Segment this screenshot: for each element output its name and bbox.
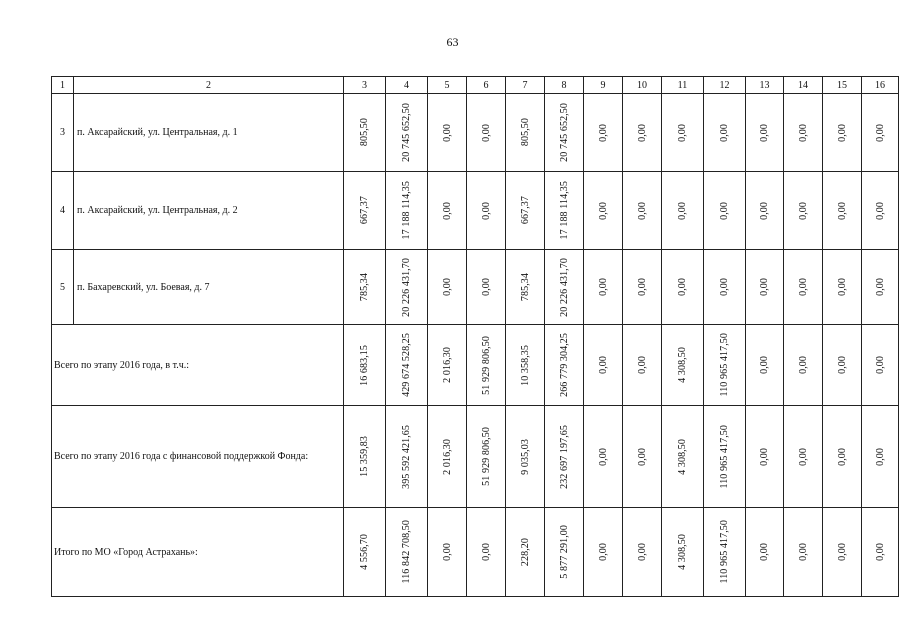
table-row: [52, 94, 899, 172]
cell-value: [746, 325, 784, 406]
cell-value-text: 0,00: [836, 278, 848, 296]
cell-value-text: 51 929 806,50: [480, 335, 492, 395]
row-address: п. Бахаревский, ул. Боевая, д. 7: [74, 250, 344, 325]
cell-value-text: 0,00: [797, 278, 809, 296]
cell-value-text: 0,00: [797, 356, 809, 374]
cell-value-text: 0,00: [797, 543, 809, 561]
cell-value: [467, 172, 506, 250]
cell-value: [746, 94, 784, 172]
cell-value: [467, 406, 506, 508]
table-row: [52, 250, 899, 325]
cell-value-text: 667,37: [359, 196, 370, 225]
cell-value-text: 785,34: [359, 272, 370, 302]
total-label: Всего по этапу 2016 года с финансовой поддержкой Фонда:: [52, 406, 344, 508]
cell-value-text: 0,00: [636, 123, 648, 142]
cell-value: [704, 508, 746, 597]
cell-value: [545, 406, 584, 508]
cell-value: [506, 325, 545, 406]
cell-value: [428, 172, 467, 250]
cell-value-text: 0,00: [636, 447, 648, 466]
total-row: [52, 406, 899, 508]
cell-value: [623, 406, 662, 508]
cell-value-text: 0,00: [874, 123, 886, 142]
cell-value-text: 0,00: [874, 543, 886, 561]
cell-value-text: 0,00: [597, 543, 609, 561]
cell-value: [704, 250, 746, 325]
cell-value-text: 0,00: [874, 356, 886, 374]
cell-value: [545, 94, 584, 172]
cell-value-text: 17 188 114,35: [401, 181, 412, 240]
cell-value: [344, 325, 386, 406]
cell-value: [746, 250, 784, 325]
cell-value: [704, 172, 746, 250]
cell-value-text: 0,00: [597, 447, 609, 466]
cell-value: [662, 172, 704, 250]
cell-value-text: 667,37: [519, 196, 531, 225]
cell-value-text: 0,00: [636, 543, 648, 561]
cell-value-text: 15 359,83: [359, 436, 370, 477]
cell-value: [823, 94, 862, 172]
cell-value: [784, 508, 823, 597]
cell-value: [428, 94, 467, 172]
cell-value-text: 0,00: [836, 447, 848, 466]
cell-value: [428, 250, 467, 325]
cell-value: [386, 250, 428, 325]
cell-value-text: 0,00: [441, 123, 453, 142]
cell-value: [862, 250, 899, 325]
column-header-2: 2: [74, 77, 344, 94]
cell-value: [623, 508, 662, 597]
cell-value-text: 0,00: [836, 543, 848, 561]
cell-value: [344, 508, 386, 597]
cell-value-text: 0,00: [719, 278, 730, 296]
column-header-1: 1: [52, 77, 74, 94]
cell-value: [746, 508, 784, 597]
cell-value: [467, 325, 506, 406]
cell-value-text: 2 016,30: [441, 438, 453, 475]
cell-value: [428, 325, 467, 406]
cell-value-text: 0,00: [480, 278, 492, 296]
cell-value: [545, 172, 584, 250]
cell-value-text: 5 877 291,00: [558, 525, 570, 579]
cell-value-text: 266 779 304,25: [558, 333, 570, 397]
cell-value-text: 0,00: [441, 201, 453, 220]
cell-value-text: 20 226 431,70: [558, 257, 570, 317]
table-row: [52, 172, 899, 250]
cell-value-text: 0,00: [874, 447, 886, 466]
cell-value: [428, 406, 467, 508]
cell-value-text: 0,00: [480, 201, 492, 220]
cell-value-text: 110 965 417,50: [719, 333, 730, 397]
cell-value-text: 4 308,50: [677, 347, 688, 383]
total-row: [52, 508, 899, 597]
cell-value: [545, 250, 584, 325]
cell-value: [386, 406, 428, 508]
cell-value: [662, 508, 704, 597]
cell-value: [584, 508, 623, 597]
cell-value: [467, 94, 506, 172]
column-header-13: 13: [746, 77, 784, 94]
cell-value: [467, 250, 506, 325]
cell-value-text: 0,00: [441, 543, 453, 561]
column-header-6: 6: [467, 77, 506, 94]
cell-value-text: 805,50: [519, 118, 531, 147]
column-header-5: 5: [428, 77, 467, 94]
cell-value: [823, 172, 862, 250]
cell-value-text: 0,00: [677, 278, 688, 296]
cell-value-text: 0,00: [597, 278, 609, 296]
cell-value-text: 0,00: [797, 123, 809, 142]
cell-value: [823, 406, 862, 508]
cell-value: [623, 250, 662, 325]
cell-value: [506, 508, 545, 597]
cell-value-text: 0,00: [597, 201, 609, 220]
cell-value-text: 0,00: [480, 123, 492, 142]
cell-value-text: 20 745 652,50: [558, 103, 570, 162]
column-header-7: 7: [506, 77, 545, 94]
cell-value: [862, 406, 899, 508]
cell-value-text: 0,00: [480, 543, 492, 561]
column-header-3: 3: [344, 77, 386, 94]
column-header-10: 10: [623, 77, 662, 94]
cell-value: [662, 250, 704, 325]
cell-value-text: 0,00: [677, 201, 688, 220]
cell-value: [467, 508, 506, 597]
cell-value-text: 0,00: [636, 356, 648, 374]
column-header-4: 4: [386, 77, 428, 94]
cell-value-text: 0,00: [636, 278, 648, 296]
cell-value: [704, 325, 746, 406]
cell-value-text: 0,00: [874, 201, 886, 220]
cell-value: [584, 94, 623, 172]
row-index: 5: [52, 250, 74, 325]
cell-value: [344, 94, 386, 172]
cell-value: [428, 508, 467, 597]
cell-value-text: 0,00: [759, 201, 770, 220]
cell-value-text: 0,00: [677, 123, 688, 142]
cell-value: [862, 172, 899, 250]
cell-value: [662, 325, 704, 406]
cell-value: [823, 325, 862, 406]
cell-value: [386, 325, 428, 406]
row-address: п. Аксарайский, ул. Центральная, д. 2: [74, 172, 344, 250]
column-header-14: 14: [784, 77, 823, 94]
cell-value: [623, 325, 662, 406]
cell-value: [862, 325, 899, 406]
total-row: [52, 325, 899, 406]
cell-value: [344, 406, 386, 508]
cell-value: [784, 172, 823, 250]
cell-value: [545, 508, 584, 597]
cell-value: [746, 406, 784, 508]
cell-value-text: 0,00: [759, 543, 770, 561]
cell-value: [545, 325, 584, 406]
cell-value: [823, 250, 862, 325]
cell-value: [584, 250, 623, 325]
cell-value: [704, 406, 746, 508]
cell-value: [584, 172, 623, 250]
cell-value-text: 16 683,15: [359, 344, 370, 386]
cell-value-text: 0,00: [441, 278, 453, 296]
column-header-9: 9: [584, 77, 623, 94]
cell-value-text: 0,00: [759, 123, 770, 142]
data-table: [51, 76, 899, 597]
cell-value-text: 0,00: [759, 278, 770, 296]
cell-value-text: 0,00: [874, 278, 886, 296]
cell-value: [623, 94, 662, 172]
cell-value: [386, 94, 428, 172]
cell-value-text: 0,00: [797, 201, 809, 220]
cell-value-text: 10 358,35: [519, 344, 531, 386]
cell-value-text: 2 016,30: [441, 347, 453, 383]
cell-value-text: 0,00: [836, 201, 848, 220]
cell-value-text: 4 308,50: [677, 438, 688, 475]
cell-value: [506, 172, 545, 250]
cell-value-text: 395 592 421,65: [401, 424, 412, 489]
cell-value: [784, 94, 823, 172]
cell-value-text: 805,50: [359, 118, 370, 147]
cell-value-text: 4 308,50: [677, 534, 688, 570]
cell-value: [784, 406, 823, 508]
column-header-8: 8: [545, 77, 584, 94]
cell-value: [662, 94, 704, 172]
header-row: [52, 77, 899, 94]
cell-value-text: 0,00: [597, 356, 609, 374]
row-index: 4: [52, 172, 74, 250]
column-header-15: 15: [823, 77, 862, 94]
cell-value: [784, 325, 823, 406]
column-header-12: 12: [704, 77, 746, 94]
cell-value: [344, 250, 386, 325]
cell-value-text: 0,00: [759, 447, 770, 466]
column-header-11: 11: [662, 77, 704, 94]
cell-value-text: 20 745 652,50: [401, 103, 412, 162]
cell-value-text: 20 226 431,70: [401, 257, 412, 317]
cell-value: [784, 250, 823, 325]
cell-value-text: 0,00: [836, 123, 848, 142]
cell-value: [584, 325, 623, 406]
cell-value-text: 0,00: [719, 123, 730, 142]
column-header-16: 16: [862, 77, 899, 94]
cell-value-text: 110 965 417,50: [719, 520, 730, 584]
cell-value-text: 9 035,03: [519, 438, 531, 475]
cell-value: [704, 94, 746, 172]
cell-value: [746, 172, 784, 250]
cell-value-text: 0,00: [597, 123, 609, 142]
cell-value-text: 232 697 197,65: [558, 424, 570, 489]
cell-value-text: 116 842 708,50: [401, 520, 412, 584]
cell-value-text: 110 965 417,50: [719, 424, 730, 489]
cell-value-text: 228,20: [519, 537, 531, 567]
row-index: 3: [52, 94, 74, 172]
cell-value-text: 429 674 528,25: [401, 333, 412, 397]
cell-value: [862, 94, 899, 172]
total-label: Всего по этапу 2016 года, в т.ч.:: [52, 325, 344, 406]
total-label: Итого по МО «Город Астрахань»:: [52, 508, 344, 597]
cell-value: [584, 406, 623, 508]
cell-value-text: 0,00: [636, 201, 648, 220]
row-address: п. Аксарайский, ул. Центральная, д. 1: [74, 94, 344, 172]
page-number: 63: [446, 35, 459, 49]
cell-value-text: 0,00: [719, 201, 730, 220]
cell-value: [862, 508, 899, 597]
cell-value: [662, 406, 704, 508]
cell-value: [506, 94, 545, 172]
cell-value: [386, 172, 428, 250]
cell-value-text: 0,00: [759, 356, 770, 374]
cell-value: [506, 406, 545, 508]
cell-value-text: 4 556,70: [359, 534, 370, 570]
cell-value-text: 0,00: [836, 356, 848, 374]
cell-value-text: 51 929 806,50: [480, 427, 492, 486]
cell-value: [823, 508, 862, 597]
cell-value-text: 0,00: [797, 447, 809, 466]
cell-value: [386, 508, 428, 597]
cell-value-text: 785,34: [519, 272, 531, 302]
cell-value: [344, 172, 386, 250]
cell-value: [623, 172, 662, 250]
cell-value: [506, 250, 545, 325]
cell-value-text: 17 188 114,35: [558, 181, 570, 240]
